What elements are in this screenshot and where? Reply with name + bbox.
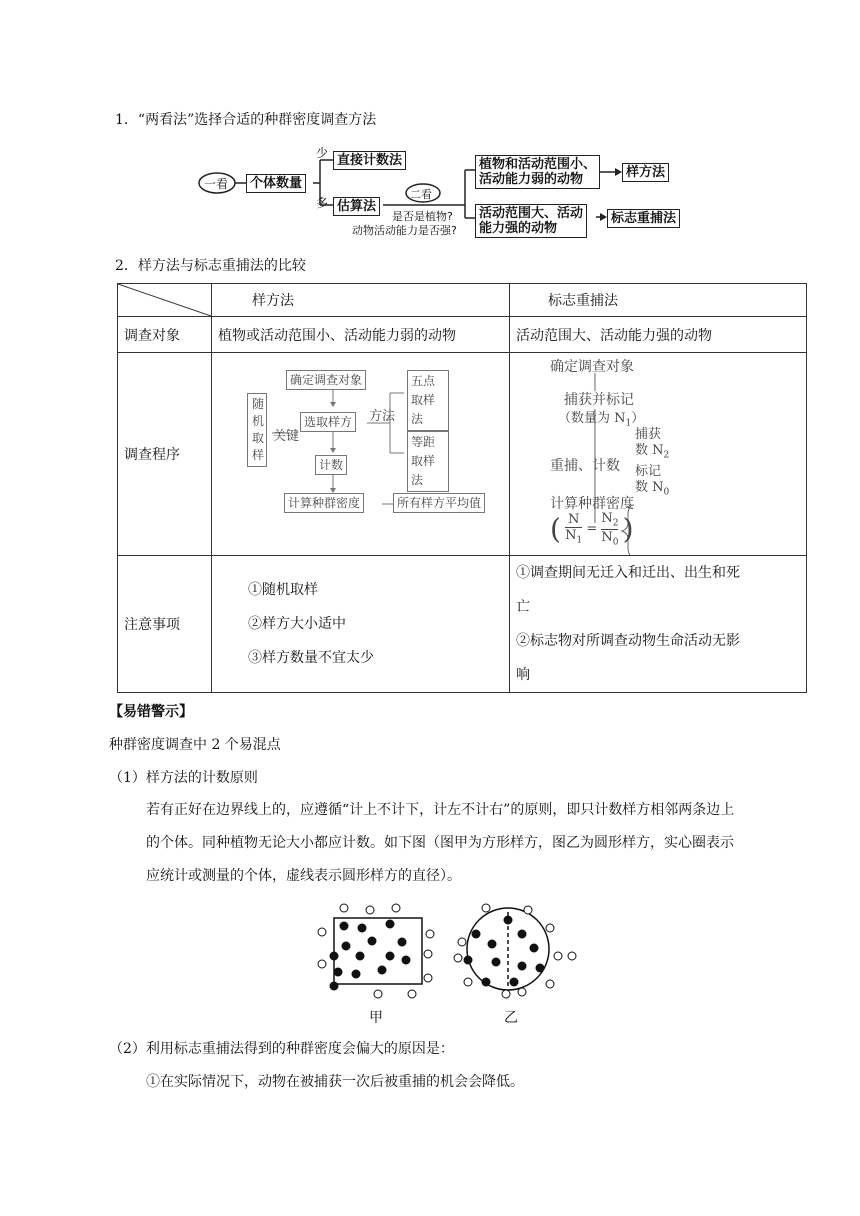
diagonal-line: [118, 284, 211, 316]
mark-calc: 计算种群密度: [550, 496, 634, 512]
mark-recapture: 重捕、计数: [550, 458, 620, 474]
plant-line1: 植物和活动范围小、: [479, 157, 597, 172]
p2-line1: ①在实际情况下，动物在被捕获一次后被重捕的机会会降低。: [146, 1074, 524, 1090]
many-label: 多: [316, 196, 329, 210]
row-label-object: 调查对象: [118, 317, 212, 353]
note-quadrat-2: ②样方大小适中: [248, 616, 346, 632]
diagonal-cell: [118, 284, 212, 317]
quadrat-method-box: 样方法: [622, 163, 669, 182]
quadrat-figures: [310, 898, 580, 1003]
determine-object-box: 确定调查对象: [286, 370, 366, 390]
frac2-num-sub: 2: [612, 518, 619, 529]
warning-header: 【易错警示】: [109, 704, 193, 720]
average-box: 所有样方平均值: [393, 493, 485, 513]
question-animal: 动物活动能力是否强?: [352, 224, 457, 237]
captured-label: 捕获: [635, 427, 662, 442]
frac2-num: [601, 511, 618, 530]
count-n1-text: （数量为 N: [558, 411, 626, 426]
n2-sub: 2: [663, 450, 670, 461]
section1-title: 1．“两看法”选择合适的种群密度调查方法: [115, 112, 377, 128]
five-point-box: 五点取样法: [407, 370, 449, 431]
fraction-n-n1: [565, 512, 582, 546]
quadrat-flow: [212, 353, 482, 555]
table-row-notes: [118, 556, 807, 693]
row-label-notes: 注意事项: [118, 556, 212, 693]
note-quadrat-1: ①随机取样: [248, 582, 318, 598]
mark-count-n1: （数量为 $N_1$）: [558, 411, 645, 429]
direct-count-box: 直接计数法: [333, 151, 406, 170]
n1-sub: 1: [625, 418, 632, 429]
notes-mark: [510, 556, 807, 693]
col-mark-header: 标志重捕法: [510, 284, 807, 317]
fraction-n2-n0: [601, 511, 618, 547]
figure-label-a: 甲: [369, 1010, 383, 1026]
p1-line2: 的个体。同种植物无论大小都应计数。如下图（图甲为方形样方，图乙为圆形样方，实心圈表示: [146, 835, 734, 851]
p1-line3: 应统计或测量的个体，虚线表示圆形样方的直径）。: [146, 868, 461, 884]
mark-formula: ( $\frac{N}{N_1}$ = $\frac{N_2}{N_0}$ ): [550, 511, 634, 548]
frac2-den: [601, 529, 619, 548]
comparison-table: [117, 283, 807, 693]
select-quadrat-box: 选取样方: [300, 412, 356, 432]
frac1-den: [565, 528, 583, 546]
question-plant: 是否是植物?: [392, 210, 453, 223]
key-label: 关键: [273, 429, 300, 444]
object-mark: 活动范围大、活动能力强的动物: [510, 317, 807, 353]
mark-count-list: [635, 427, 669, 500]
count-box: 计数: [315, 455, 347, 475]
figure-label-b: 乙: [504, 1010, 518, 1026]
quadrat-procedure-cell: [212, 353, 510, 556]
table-row-object: [118, 317, 807, 353]
object-quadrat: 植物或活动范围小、活动能力弱的动物: [212, 317, 510, 353]
col-quadrat-header: 样方法: [212, 284, 510, 317]
p2-title: （2）利用标志重捕法得到的种群密度会偏大的原因是：: [109, 1041, 454, 1057]
captured-num: [635, 443, 669, 464]
num-n0-text: 数 N: [635, 479, 664, 495]
table-row-procedure: [118, 353, 807, 556]
p1-title: （1）样方法的计数原则: [109, 770, 258, 786]
individual-count-box: 个体数量: [246, 174, 306, 193]
warning-subtitle: 种群密度调查中 2 个易混点: [109, 737, 281, 753]
p1-line1: 若有正好在边界线上的，应遵循“计上不计下，计左不计右”的原则，即只计数样方相邻两条边上: [146, 802, 735, 818]
frac1-num: N: [565, 512, 582, 528]
plant-animal-box: [475, 155, 600, 189]
n0-sub: 0: [663, 487, 670, 498]
second-look-label: 二看: [410, 188, 432, 201]
animal-line2: 能力强的动物: [479, 221, 558, 236]
note-quadrat-3: ③样方数量不宜太少: [248, 650, 374, 666]
frac1-den-N: N: [565, 528, 577, 544]
plant-line2: 活动能力弱的动物: [479, 172, 584, 187]
notes-quadrat: [212, 556, 510, 693]
method-label: 方法: [369, 409, 396, 424]
first-look-label: 一看: [204, 177, 229, 191]
calc-density-box: 计算种群密度: [284, 493, 364, 513]
mark-capture: 捕获并标记: [564, 392, 634, 408]
note-mark-1a: ①调查期间无迁入和迁出、出生和死: [516, 565, 740, 581]
note-mark-2a: ②标志物对所调查动物生命活动无影: [516, 633, 740, 649]
frac2-num-N: N: [601, 511, 613, 526]
row-label-procedure: 调查程序: [118, 353, 212, 556]
frac2-den-N: N: [601, 529, 613, 545]
section2-title: 2．样方法与标志重捕法的比较: [115, 258, 306, 274]
marked-num: [635, 480, 669, 501]
note-mark-1b: 亡: [516, 599, 530, 615]
num-n2-text: 数 N: [635, 443, 664, 458]
mark-procedure-cell: [510, 353, 807, 556]
random-sampling-box: 随机取样: [247, 393, 267, 467]
frac1-den-sub: 1: [576, 535, 583, 546]
note-mark-2b: 响: [516, 667, 530, 683]
animal-line1: 活动范围大、活动: [479, 206, 584, 221]
mark-flow: [510, 353, 774, 555]
marked-label: 标记: [635, 463, 662, 479]
frac2-den-sub: 0: [612, 537, 619, 548]
equidistant-box: 等距取样法: [407, 431, 449, 492]
few-label: 少: [316, 146, 329, 160]
mark-recapture-box: 标志重捕法: [607, 209, 680, 228]
mark-determine: 确定调查对象: [550, 359, 634, 375]
active-animal-box: [475, 204, 587, 238]
estimate-box: 估算法: [333, 197, 380, 216]
table-header-row: [118, 284, 807, 317]
